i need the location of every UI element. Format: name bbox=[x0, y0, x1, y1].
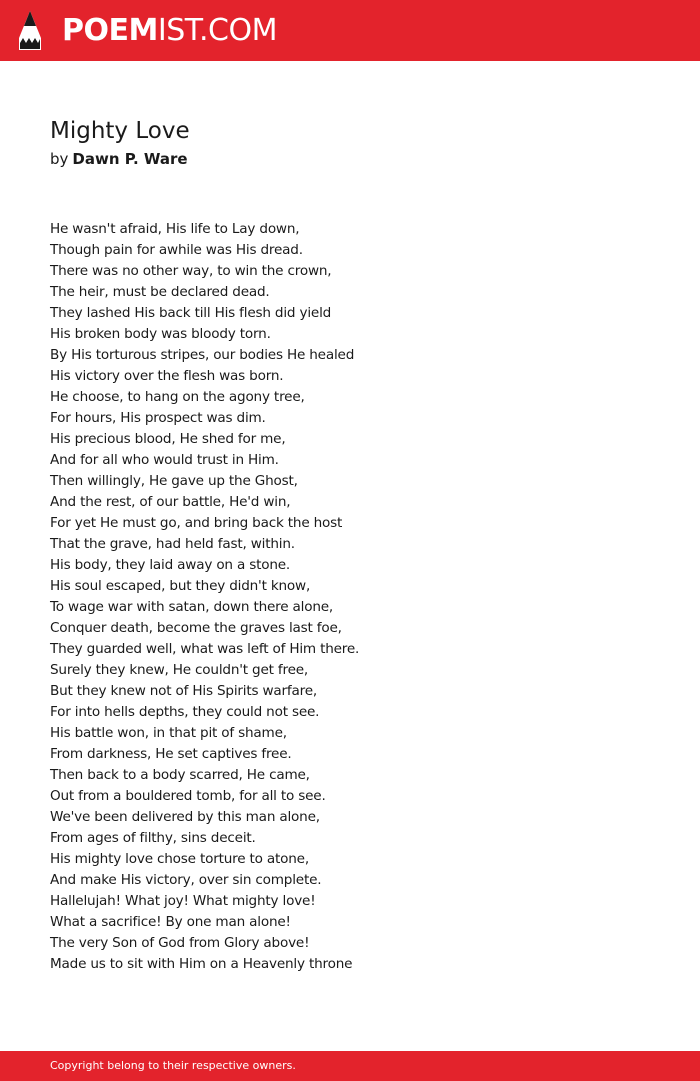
poem-line: There was no other way, to win the crown, bbox=[50, 263, 332, 279]
poem-line: For yet He must go, and bring back the host bbox=[50, 515, 343, 531]
poem-line: The very Son of God from Glory above! bbox=[50, 935, 310, 951]
poem-title: Mighty Love bbox=[50, 118, 190, 144]
author-name: Dawn P. Ware bbox=[72, 150, 188, 168]
brand-name-light: IST.COM bbox=[157, 13, 277, 48]
poem-line: Conquer death, become the graves last foe, bbox=[50, 620, 342, 636]
poem-line: Out from a bouldered tomb, for all to see. bbox=[50, 788, 326, 804]
poem-line: From darkness, He set captives free. bbox=[50, 746, 292, 762]
brand-name-bold: POEM bbox=[62, 13, 158, 48]
poem-line: He choose, to hang on the agony tree, bbox=[50, 389, 305, 405]
poem-line: Hallelujah! What joy! What mighty love! bbox=[50, 893, 316, 909]
poem-line: Though pain for awhile was His dread. bbox=[50, 242, 303, 258]
poem-line: Surely they knew, He couldn't get free, bbox=[50, 662, 309, 678]
poem-body bbox=[50, 219, 359, 975]
pencil-tip-icon[interactable] bbox=[17, 10, 43, 52]
site-footer bbox=[0, 1051, 700, 1081]
poem-line: We've been delivered by this man alone, bbox=[50, 809, 320, 825]
poem-line: What a sacrifice! By one man alone! bbox=[50, 914, 291, 930]
poem-line: Made us to sit with Him on a Heavenly throne bbox=[50, 956, 353, 972]
poem-line: By His torturous stripes, our bodies He healed bbox=[50, 347, 355, 363]
poem-line: His mighty love chose torture to atone, bbox=[50, 851, 309, 867]
poem-line: His battle won, in that pit of shame, bbox=[50, 725, 287, 741]
poem-line: His precious blood, He shed for me, bbox=[50, 431, 286, 447]
poem-line: For hours, His prospect was dim. bbox=[50, 410, 266, 426]
site-logo-text[interactable] bbox=[62, 13, 277, 49]
poem-line: Then willingly, He gave up the Ghost, bbox=[50, 473, 298, 489]
poem-line: The heir, must be declared dead. bbox=[50, 284, 270, 300]
copyright-notice: Copyright belong to their respective owners. bbox=[50, 1059, 296, 1072]
poem-line: And the rest, of our battle, He'd win, bbox=[50, 494, 291, 510]
poem-line: He wasn't afraid, His life to Lay down, bbox=[50, 221, 300, 237]
poem-line: From ages of filthy, sins deceit. bbox=[50, 830, 256, 846]
poem-line: His broken body was bloody torn. bbox=[50, 326, 271, 342]
poem-line: His victory over the flesh was born. bbox=[50, 368, 284, 384]
poem-line: His body, they laid away on a stone. bbox=[50, 557, 291, 573]
by-label: by bbox=[50, 150, 69, 168]
poem-line: His soul escaped, but they didn't know, bbox=[50, 578, 311, 594]
poem-line: They lashed His back till His flesh did yield bbox=[50, 305, 332, 321]
poem-line: But they knew not of His Spirits warfare, bbox=[50, 683, 318, 699]
site-header bbox=[0, 0, 700, 61]
poem-line: That the grave, had held fast, within. bbox=[50, 536, 295, 552]
poem-line: They guarded well, what was left of Him there. bbox=[50, 641, 360, 657]
byline bbox=[50, 148, 188, 170]
poem-line: And for all who would trust in Him. bbox=[50, 452, 279, 468]
poem-line: And make His victory, over sin complete. bbox=[50, 872, 322, 888]
poem-line: Then back to a body scarred, He came, bbox=[50, 767, 310, 783]
poem-line: To wage war with satan, down there alone, bbox=[50, 599, 334, 615]
poem-line: For into hells depths, they could not see. bbox=[50, 704, 320, 720]
